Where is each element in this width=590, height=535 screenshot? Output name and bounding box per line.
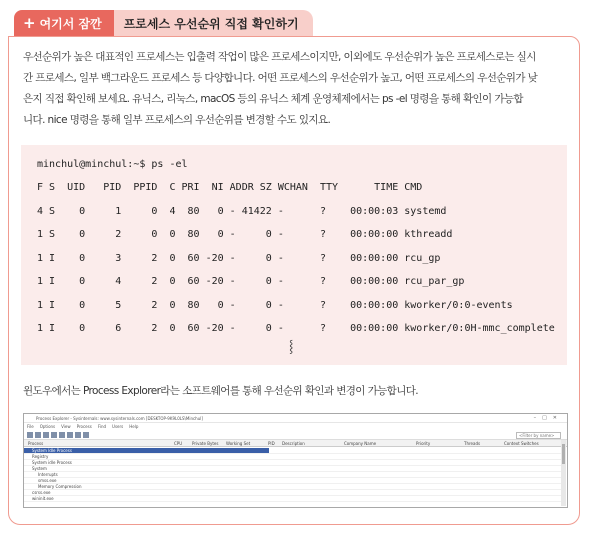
paragraph-line: 니다. nice 명령을 통해 일부 프로세스의 우선순위를 변경할 수도 있지요.	[23, 114, 331, 126]
toolbar-icon	[67, 432, 73, 438]
process-name: Memory Compression	[38, 484, 82, 489]
paragraph-line: 간 프로세스, 일부 백그라운드 프로세스 등 다양합니다. 어떤 프로세스의 우선순위가 높고, 어떤 프로세스의 우선순위가 낮	[23, 72, 538, 84]
column-header: CPU	[174, 441, 183, 446]
terminal-row: 1 I 0 5 2 0 80 0 - 0 - ? 00:00:00 kworker/0:0-events	[37, 300, 513, 311]
column-header: Threads	[464, 441, 481, 446]
window-title: Process Explorer - Sysinternals: www.sysinternals.com [DESKTOP-9K9L0LS\Minchul]	[24, 414, 567, 423]
terminal-output	[21, 145, 567, 365]
terminal-row: 1 I 0 3 2 0 60 -20 - 0 - ? 00:00:00 rcu_gp	[37, 253, 441, 264]
toolbar-icon	[59, 432, 65, 438]
menu-item: Process	[76, 424, 92, 429]
intro-paragraph	[23, 47, 568, 131]
process-name: smss.exe	[38, 478, 57, 483]
column-header: Company Name	[344, 441, 377, 446]
menu-item: File	[27, 424, 34, 429]
callout-header	[14, 10, 313, 36]
continuation-icon: ⸾	[289, 339, 294, 353]
process-name: System	[32, 466, 47, 471]
column-header: Priority	[416, 441, 431, 446]
paragraph-line: 우선순위가 높은 대표적인 프로세스는 입출력 작업이 많은 프로세스이지만, 이외에도 우선순위가 높은 프로세스로는 실시	[23, 51, 536, 63]
process-explorer-screenshot	[23, 413, 568, 508]
menu-item: Help	[129, 424, 139, 429]
toolbar-icon	[27, 432, 33, 438]
callout-title: 프로세스 우선순위 직접 확인하기	[114, 10, 313, 36]
toolbar-icon	[51, 432, 57, 438]
column-header: Context Switches	[504, 441, 539, 446]
filter-input: <Filter by name>	[516, 432, 561, 439]
process-name: System idle Process	[32, 460, 72, 465]
callout-tab	[14, 10, 114, 36]
menu-item: View	[61, 424, 71, 429]
callout-tab-label: 여기서 잠깐	[39, 16, 102, 31]
toolbar-icon	[35, 432, 41, 438]
column-header: PID	[268, 441, 275, 446]
toolbar-icon	[43, 432, 49, 438]
process-name: Registry	[32, 454, 49, 459]
terminal-row: 1 I 0 6 2 0 60 -20 - 0 - ? 00:00:00 kworker/0:0H-mmc_complete	[37, 323, 555, 334]
terminal-header: F S UID PID PPID C PRI NI ADDR SZ WCHAN TTY TIME CMD	[37, 182, 423, 193]
terminal-row: 1 S 0 2 0 0 80 0 - 0 - ? 00:00:00 kthreadd	[37, 229, 453, 240]
column-header: Description	[282, 441, 305, 446]
column-header: Private Bytes	[192, 441, 219, 446]
process-name: csrss.exe	[32, 490, 51, 495]
paragraph-line: 은지 직접 확인해 보세요. 유닉스, 리눅스, macOS 등의 유닉스 체계 운영체제에서는 ps -el 명령을 통해 확인이 가능합	[23, 93, 523, 105]
menu-bar	[24, 423, 567, 430]
terminal-row: 4 S 0 1 0 4 80 0 - 41422 - ? 00:00:03 systemd	[37, 206, 447, 217]
windows-note: 윈도우에서는 Process Explorer라는 소프트웨어를 통해 우선순위 확인과 변경이 가능합니다.	[23, 385, 419, 397]
toolbar	[24, 430, 567, 440]
plus-icon: +	[23, 13, 36, 32]
toolbar-icon	[83, 432, 89, 438]
column-header: Working Set	[226, 441, 251, 446]
scrollbar	[561, 440, 566, 506]
process-name: System Idle Process	[32, 448, 72, 453]
callout-box	[8, 36, 580, 525]
window-controls-icon: –□✕	[533, 415, 563, 421]
column-header-row	[24, 440, 567, 447]
process-name: Interrupts	[38, 472, 58, 477]
terminal-prompt: minchul@minchul:~$ ps -el	[37, 159, 188, 170]
process-name: wininit.exe	[32, 496, 54, 501]
toolbar-icon	[75, 432, 81, 438]
menu-item: Users	[112, 424, 124, 429]
menu-item: Options	[39, 424, 56, 429]
terminal-row: 1 I 0 4 2 0 60 -20 - 0 - ? 00:00:00 rcu_par_gp	[37, 276, 465, 287]
column-header: Process	[28, 441, 44, 446]
process-row	[24, 496, 564, 502]
menu-item: Find	[97, 424, 107, 429]
scrollbar-thumb	[562, 444, 565, 464]
